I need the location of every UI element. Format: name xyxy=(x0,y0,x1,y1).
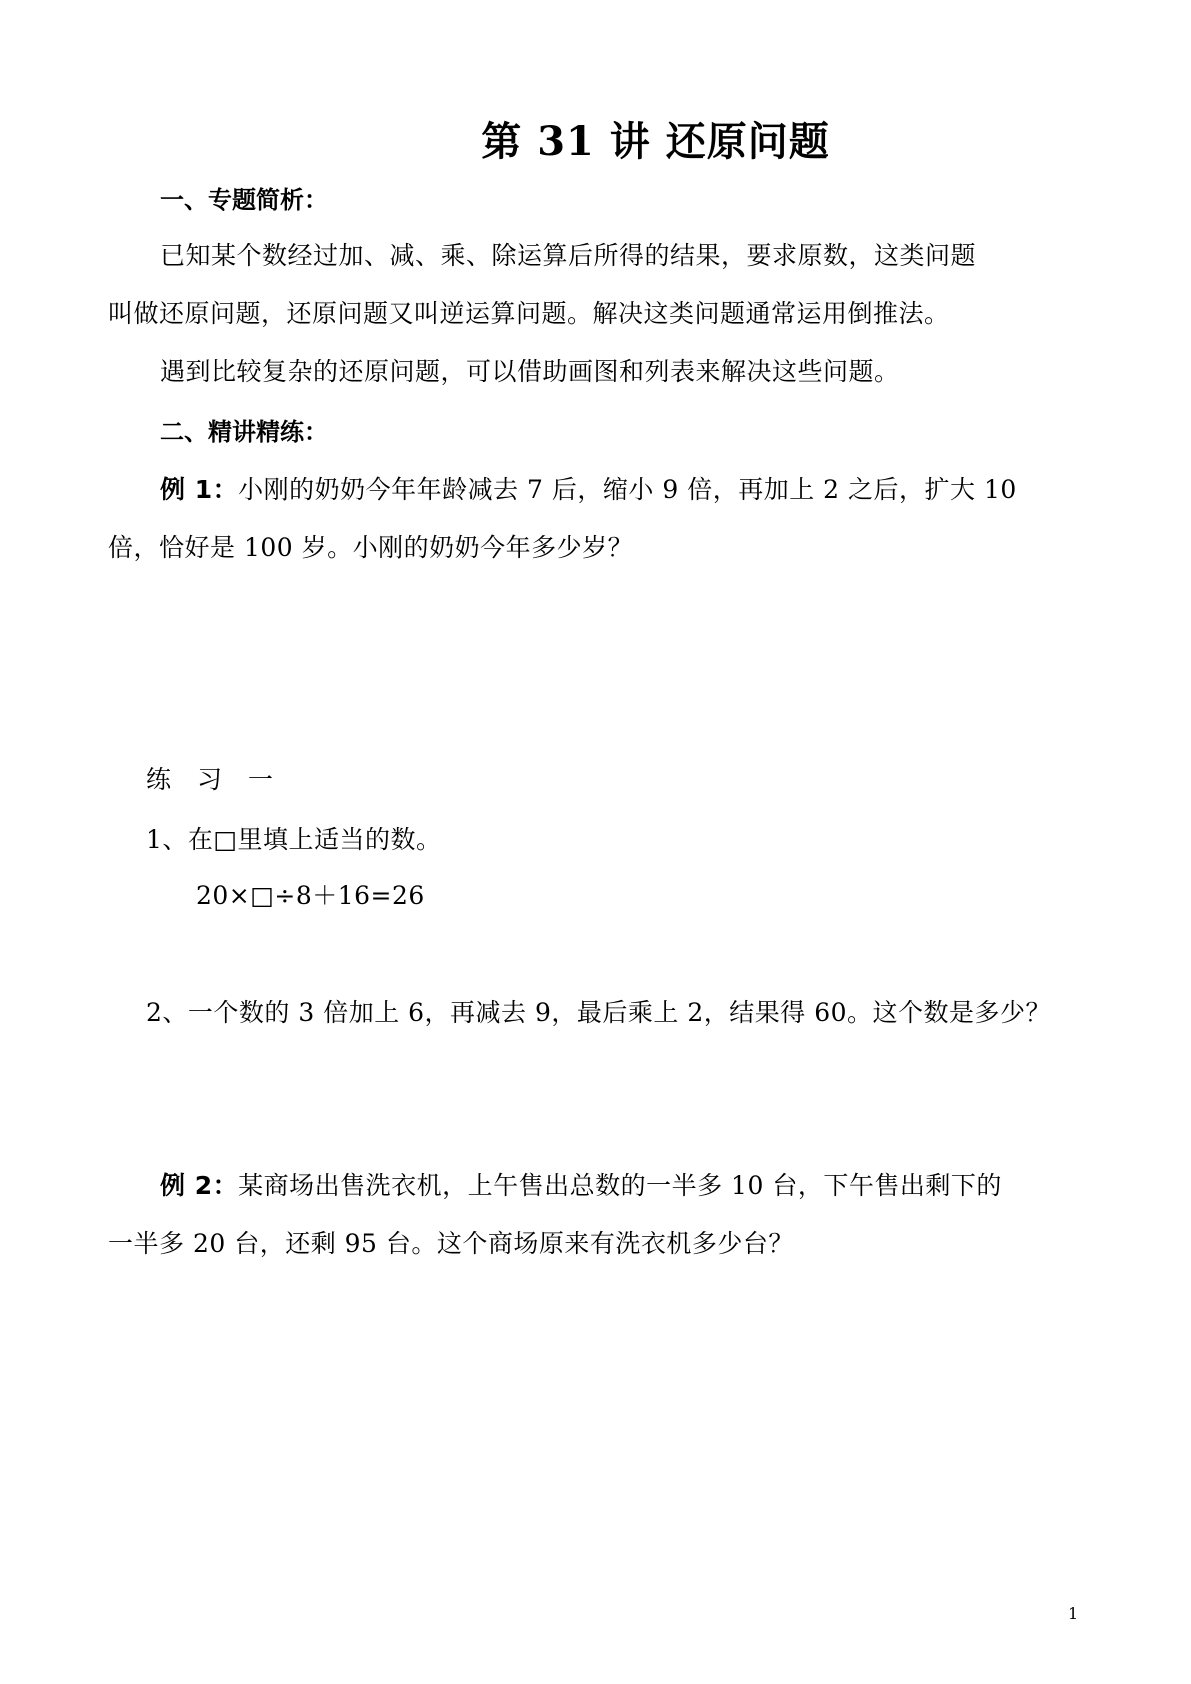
example2-text-line2: 一半多 20 台，还剩 95 台。这个商场原来有洗衣机多少台？ xyxy=(108,1229,794,1258)
exercise1-question1: 1、在□里填上适当的数。 xyxy=(146,825,442,854)
section-heading-practice: 二、精讲精练： xyxy=(160,418,328,446)
example2-text-line1: 某商场出售洗衣机，上午售出总数的一半多 10 台，下午售出剩下的 xyxy=(238,1171,1002,1200)
exercise1-question2: 2、一个数的 3 倍加上 6，再减去 9，最后乘上 2，结果得 60。这个数是多少？ xyxy=(146,998,1052,1027)
analysis-paragraph-2: 遇到比较复杂的还原问题，可以借助画图和列表来解决这些问题。 xyxy=(160,357,900,386)
analysis-paragraph-line2: 叫做还原问题，还原问题又叫逆运算问题。解决这类问题通常运用倒推法。 xyxy=(108,299,950,328)
section-heading-analysis: 一、专题简析： xyxy=(160,186,328,214)
example1-text-line2: 倍，恰好是 100 岁。小刚的奶奶今年多少岁？ xyxy=(108,533,634,562)
example1-text-line1: 小刚的奶奶今年年龄减去 7 后，缩小 9 倍，再加上 2 之后，扩大 10 xyxy=(238,475,1017,504)
example1-line1 xyxy=(160,470,1017,506)
example2-line1 xyxy=(160,1166,1002,1202)
page-title: 第 31 讲 还原问题 xyxy=(481,118,830,165)
analysis-paragraph-line1: 已知某个数经过加、减、乘、除运算后所得的结果，要求原数，这类问题 xyxy=(160,241,977,270)
page-number: 1 xyxy=(1068,1604,1079,1623)
exercise1-heading: 练 习 一 xyxy=(146,765,274,794)
example1-label: 例 1： xyxy=(160,475,239,504)
exercise1-equation: 20×□÷8＋16=26 xyxy=(196,881,425,910)
example2-label: 例 2： xyxy=(160,1171,239,1200)
